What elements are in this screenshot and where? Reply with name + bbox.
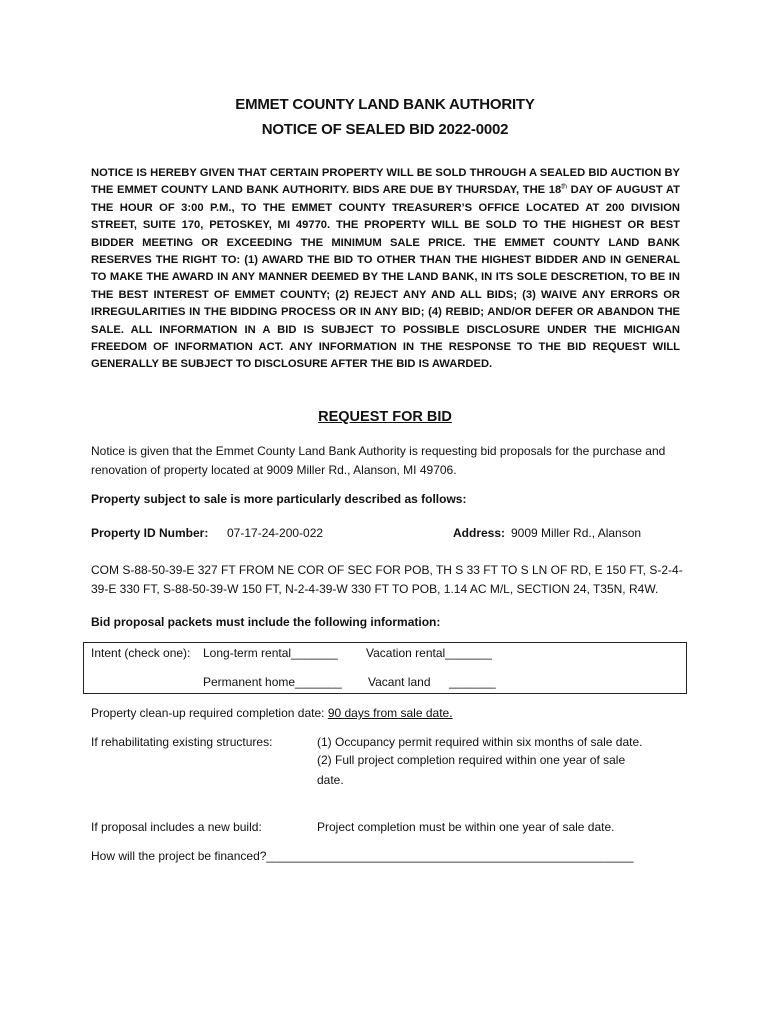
notice-text-part2: DAY OF AUGUST AT THE HOUR OF 3:00 P.M., TO THE EMMET COUNTY TREASURER’S OFFICE LOCATED AT 200 DIVISION STREET, SUITE 170, PETOSKEY, MI 49770. THE PROPERTY WILL BE SOLD TO THE HIGHEST OR BEST BIDDER MEETING OR EXCEEDING THE MINIMUM SALE PRICE. THE EMMET COUNTY LAND BANK RESERVES THE RIGHT TO: (1) AWARD THE BID TO OTHER THAN THE HIGHEST BIDDER AND IN GENERAL TO MAKE THE AWARD IN ANY MANNER DEEMED BY THE LAND BANK, IN ITS SOLE DESCRETION, TO BE IN THE BEST INTEREST OF EMMET COUNTY; (2) REJECT ANY AND ALL BIDS; (3) WAIVE ANY ERRORS OR IRREGULARITIES IN THE BIDDING PROCESS OR IN ANY BID; (4) REBID; AND/OR DEFER OR ABANDON THE SALE. ALL INFORMATION IN A BID IS SUBJECT TO POSSIBLE DISCLOSURE UNDER THE MICHIGAN FREEDOM OF INFORMATION ACT. ANY INFORMATION IN THE RESPONSE TO THE BID REQUEST WILL GENERALLY BE SUBJECT TO DISCLOSURE AFTER THE BID IS AWARDED. xyxy=(91,184,680,371)
legal-description: COM S-88-50-39-E 327 FT FROM NE COR OF SEC FOR POB, TH S 33 FT TO S LN OF RD, E 150 FT, S-2-4-39-E 330 FT, S-88-50-39-W 150 FT, N-2-4-39-W 330 FT TO POB, 1.14 AC M/L, SECTION 24, T35N, R4W. xyxy=(91,563,683,596)
cleanup-label: Property clean-up required completion date: xyxy=(91,706,328,720)
request-intro: Notice is given that the Emmet County Land Bank Authority is requesting bid proposals for the purchase and renovation of property located at 9009 Miller Rd., Alanson, MI 49706. xyxy=(91,444,666,477)
notice-title: NOTICE OF SEALED BID 2022-0002 xyxy=(261,121,509,138)
intent-vacation-rental[interactable]: Vacation rental_______ xyxy=(366,646,492,660)
rehab-label: If rehabilitating existing structures: xyxy=(91,735,273,749)
property-subject-line: Property subject to sale is more particularly described as follows: xyxy=(91,492,467,506)
intent-vacant-land-blank[interactable]: _______ xyxy=(449,675,496,689)
notice-superscript: th xyxy=(561,183,568,191)
financing-question[interactable]: How will the project be financed?_______________________________________________________ xyxy=(91,849,634,863)
cleanup-value: 90 days from sale date. xyxy=(327,706,453,720)
cleanup-line xyxy=(91,706,453,720)
intent-label: Intent (check one): xyxy=(91,646,191,660)
rehab-requirement-2: (2) Full project completion required within one year of sale xyxy=(317,753,626,767)
notice-text-part1: NOTICE IS HEREBY GIVEN THAT CERTAIN PROPERTY WILL BE SOLD THROUGH A SEALED BID AUCTION BY THE EMMET COUNTY LAND BANK AUTHORITY. BIDS ARE DUE BY THURSDAY, THE 18 xyxy=(91,167,680,197)
request-for-bid-heading: REQUEST FOR BID xyxy=(318,409,452,425)
packets-line: Bid proposal packets must include the following information: xyxy=(91,615,441,629)
rehab-requirement-2-cont: date. xyxy=(317,773,344,787)
property-id-value: 07-17-24-200-022 xyxy=(227,526,324,540)
address-label: Address: xyxy=(453,526,506,540)
intent-long-term-rental[interactable]: Long-term rental_______ xyxy=(203,646,338,660)
address-value: 9009 Miller Rd., Alanson xyxy=(511,526,642,540)
notice-paragraph xyxy=(91,165,680,374)
property-id-label: Property ID Number: xyxy=(91,526,209,540)
intent-permanent-home[interactable]: Permanent home_______ xyxy=(203,675,342,689)
new-build-requirement: Project completion must be within one year of sale date. xyxy=(317,820,615,834)
rehab-requirement-1: (1) Occupancy permit required within six months of sale date. xyxy=(317,735,643,749)
intent-vacant-land-label[interactable]: Vacant land xyxy=(368,675,431,689)
authority-title: EMMET COUNTY LAND BANK AUTHORITY xyxy=(235,96,535,113)
new-build-label: If proposal includes a new build: xyxy=(91,820,262,834)
